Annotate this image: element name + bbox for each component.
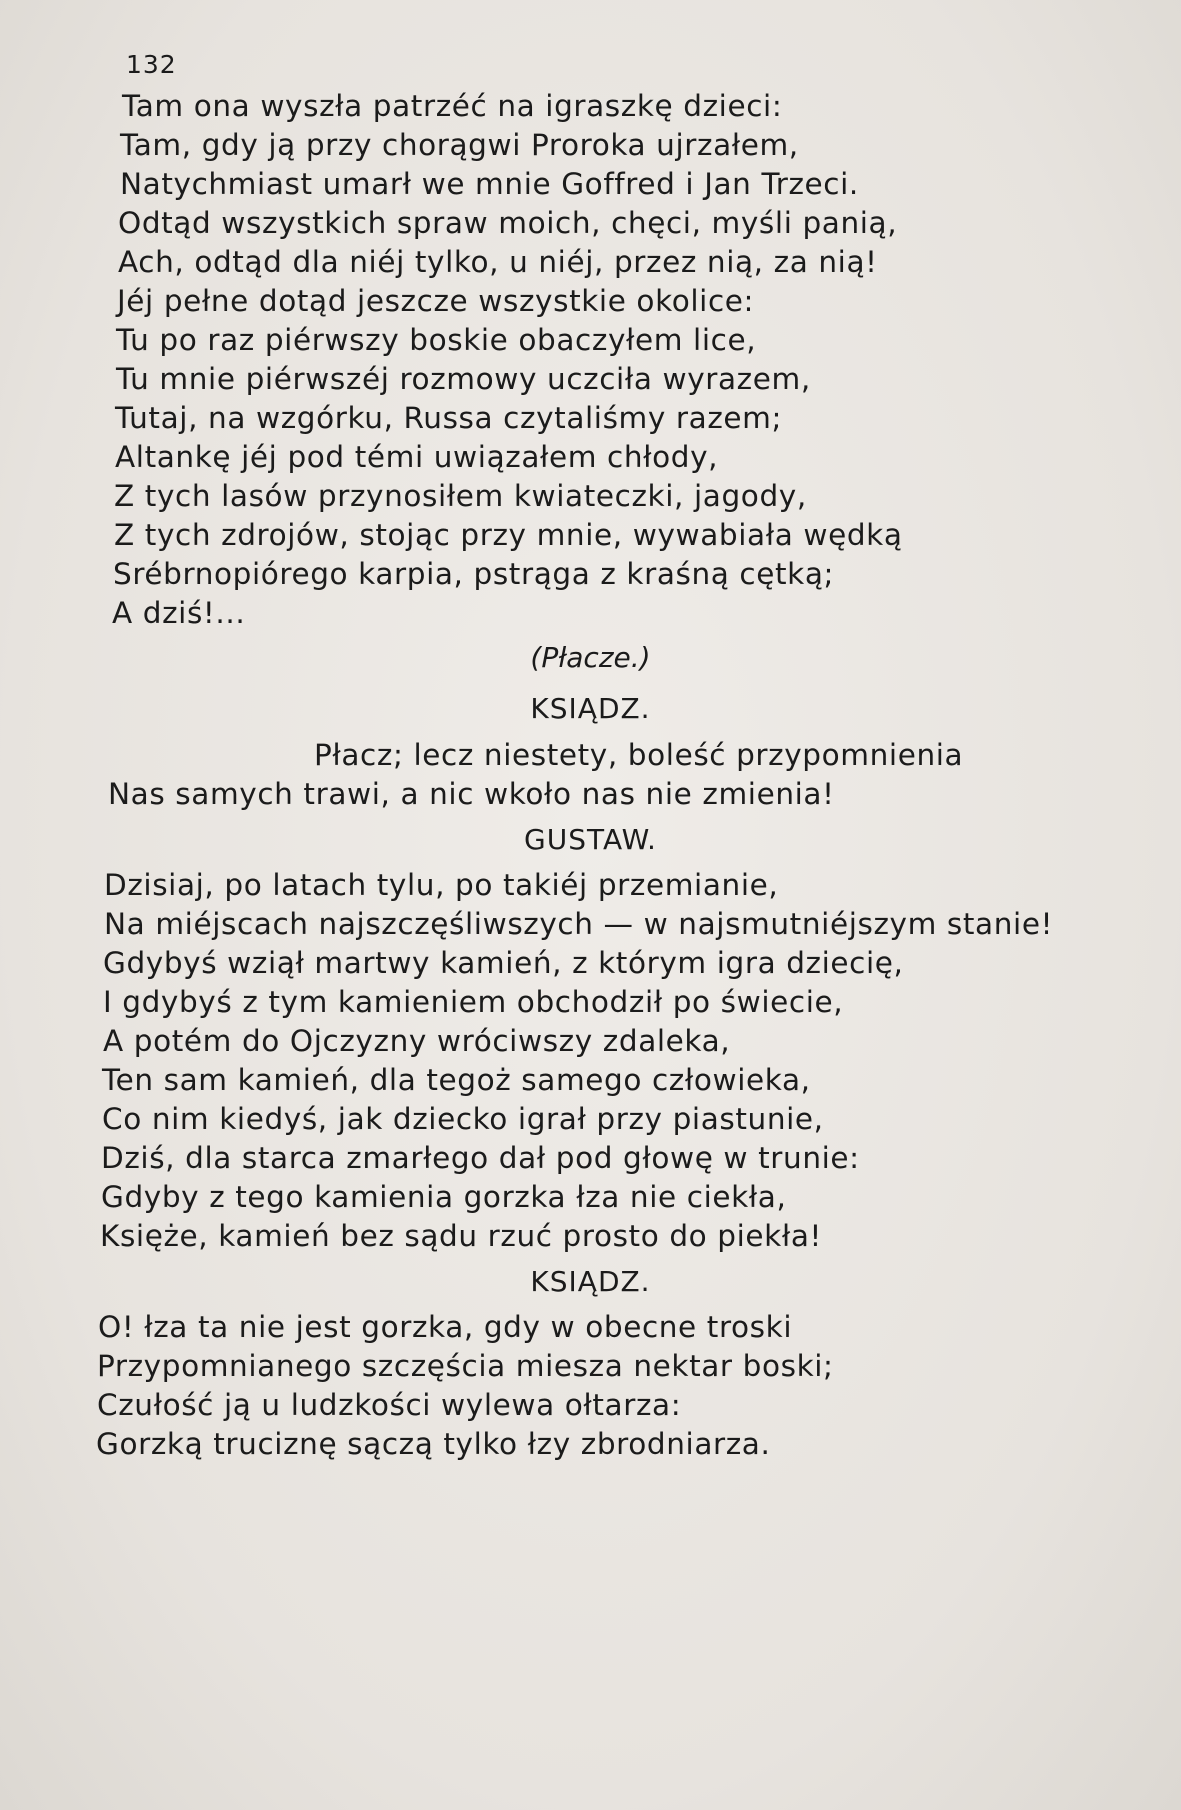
verse-line: Dziś, dla starca zmarłego dał pod głowę w trunie: <box>101 1141 860 1175</box>
speaker-name: GUSTAW. <box>524 823 657 856</box>
verse-line: Gdyby z tego kamienia gorzka łza nie ciekła, <box>101 1180 787 1214</box>
verse-line: Z tych lasów przynosiłem kwiateczki, jagody, <box>114 479 807 513</box>
verse-line: I gdybyś z tym kamieniem obchodził po świecie, <box>103 985 844 1019</box>
verse-line: A potém do Ojczyzny wróciwszy zdaleka, <box>103 1024 731 1058</box>
verse-line: Gdybyś wziął martwy kamień, z którym igra dziecię, <box>103 946 904 980</box>
verse-line: Ten sam kamień, dla tegoż samego człowieka, <box>102 1063 811 1097</box>
verse-line: Tutaj, na wzgórku, Russa czytaliśmy razem; <box>115 401 783 435</box>
verse-line: Natychmiast umarł we mnie Goffred i Jan Trzeci. <box>120 167 859 201</box>
verse-line: Tu po raz piérwszy boskie obaczyłem lice, <box>116 323 757 357</box>
verse-line: Płacz; lecz niestety, boleść przypomnienia <box>314 738 964 772</box>
verse-line: O! łza ta nie jest gorzka, gdy w obecne troski <box>98 1310 793 1344</box>
verse-line: Przypomnianego szczęścia miesza nektar boski; <box>97 1349 834 1383</box>
verse-line: Jéj pełne dotąd jeszcze wszystkie okolice: <box>117 284 755 318</box>
verse-line: Czułość ją u ludzkości wylewa ołtarza: <box>97 1388 682 1422</box>
verse-line: Dzisiaj, po latach tylu, po takiéj przemianie, <box>104 868 779 902</box>
verse-line: Księże, kamień bez sądu rzuć prosto do piekła! <box>100 1219 822 1253</box>
speaker-name: KSIĄDZ. <box>530 692 651 725</box>
verse-line: Gorzką truciznę sączą tylko łzy zbrodniarza. <box>96 1427 771 1461</box>
verse-line: Tam ona wyszła patrzéć na igraszkę dzieci: <box>122 89 783 123</box>
verse-line: Tam, gdy ją przy chorągwi Proroka ujrzałem, <box>120 128 799 162</box>
speaker-name: KSIĄDZ. <box>530 1265 651 1298</box>
verse-line: Odtąd wszystkich spraw moich, chęci, myśli panią, <box>118 206 898 240</box>
verse-line: Srébrnopiórego karpia, pstrąga z kraśną cętką; <box>113 557 835 591</box>
verse-line: Z tych zdrojów, stojąc przy mnie, wywabiała wędką <box>114 518 903 552</box>
verse-line: Nas samych trawi, a nic wkoło nas nie zmienia! <box>108 777 835 811</box>
verse-line: A dziś!... <box>112 596 246 630</box>
stage-direction: (Płacze.) <box>530 641 651 674</box>
verse-line: Na miéjscach najszczęśliwszych — w najsmutniéjszym stanie! <box>104 907 1053 941</box>
page-number: 132 <box>126 50 177 79</box>
verse-line: Altankę jéj pod témi uwiązałem chłody, <box>115 440 719 474</box>
verse-line: Tu mnie piérwszéj rozmowy uczciła wyrazem, <box>116 362 811 396</box>
verse-line: Ach, odtąd dla niéj tylko, u niéj, przez nią, za nią! <box>118 245 878 279</box>
verse-line: Co nim kiedyś, jak dziecko igrał przy piastunie, <box>102 1102 824 1136</box>
